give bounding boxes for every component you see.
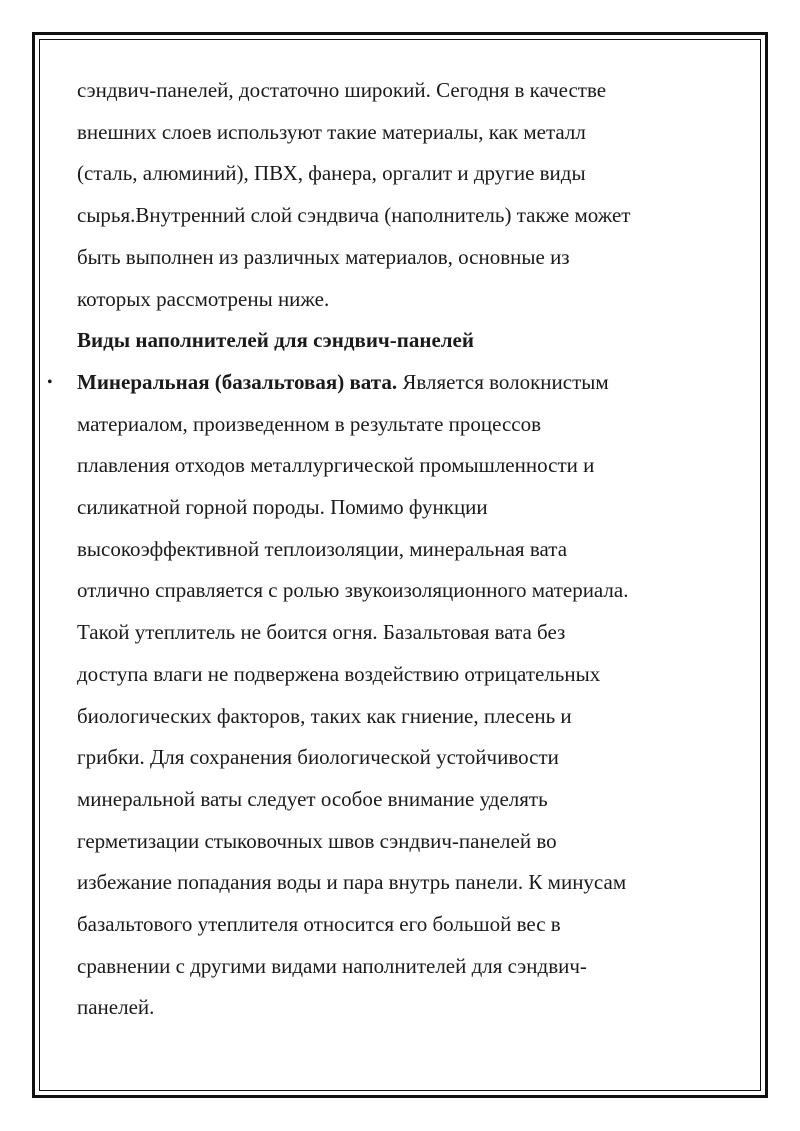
section-heading: Виды наполнителей для сэндвич-панелей	[77, 328, 474, 353]
text-line: базальтового утеплителя относится его большой вес в	[77, 912, 561, 937]
list-item	[47, 362, 737, 1029]
text-line: избежание попадания воды и пара внутрь панели. К минусам	[77, 870, 627, 895]
text-line: панелей.	[77, 995, 155, 1020]
text-line: быть выполнен из различных материалов, основные из	[77, 244, 570, 269]
list-item-term: Минеральная (базальтовая) вата.	[77, 369, 398, 394]
text-line: сырья.Внутренний слой сэндвича (наполнитель) также может	[77, 203, 631, 228]
text-line: высокоэффективной теплоизоляции, минеральная вата	[77, 536, 568, 561]
intro-paragraph	[77, 70, 737, 320]
text-line: внешних слоев используют такие материалы, как металл	[77, 119, 586, 144]
bullet-icon: •	[47, 373, 53, 391]
document-body	[47, 70, 737, 1029]
text-line: грибки. Для сохранения биологической устойчивости	[77, 745, 559, 770]
text-line: биологических факторов, таких как гниение, плесень и	[77, 703, 572, 728]
text-line: Такой утеплитель не боится огня. Базальтовая вата без	[77, 620, 566, 645]
text-line: минеральной ваты следует особое внимание уделять	[77, 786, 548, 811]
text-line: отлично справляется с ролью звукоизоляционного материала.	[77, 578, 629, 603]
text-line: силикатной горной породы. Помимо функции	[77, 495, 488, 520]
list-item-first-text: Является волокнистым	[397, 369, 609, 394]
text-line: герметизации стыковочных швов сэндвич-панелей во	[77, 828, 557, 853]
list-item-first-line	[77, 362, 737, 404]
text-line: сравнении с другими видами наполнителей для сэндвич-	[77, 953, 587, 978]
text-line: доступа влаги не подвержена воздействию отрицательных	[77, 661, 601, 686]
text-line: плавления отходов металлургической промышленности и	[77, 453, 595, 478]
text-line: (сталь, алюминий), ПВХ, фанера, оргалит и другие виды	[77, 161, 586, 186]
text-line: которых рассмотрены ниже.	[77, 286, 330, 311]
text-line: сэндвич-панелей, достаточно широкий. Сегодня в качестве	[77, 78, 607, 102]
text-line: материалом, произведенном в результате процессов	[77, 411, 542, 436]
